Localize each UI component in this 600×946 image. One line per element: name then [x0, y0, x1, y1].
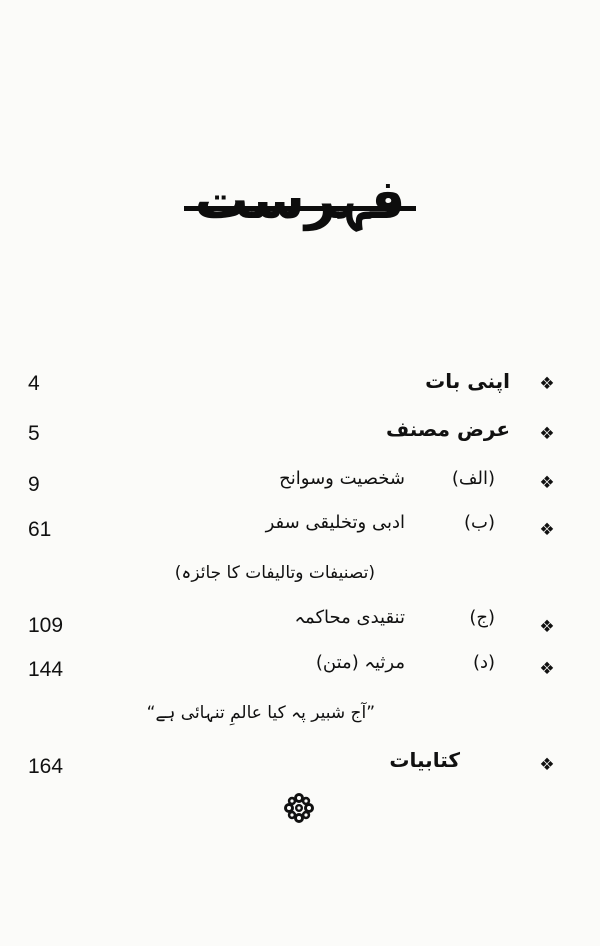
toc-entry-subtitle: ”آج شبیر پہ کیا عالمِ تنہائی ہے“	[146, 703, 375, 723]
title-underline	[184, 206, 416, 211]
toc-entry-label: شخصیت وسوانح	[279, 468, 405, 489]
rosette-ornament-icon	[282, 791, 316, 825]
toc-entry-marker: (الف)	[451, 468, 495, 489]
toc-entry-label: اپنی بات	[425, 369, 510, 393]
diamond-bullet-icon: ❖	[539, 424, 555, 444]
toc-entry-label: کتابیات	[389, 748, 460, 772]
diamond-bullet-icon: ❖	[539, 473, 555, 493]
toc-entry-label: عرض مصنف	[385, 417, 510, 441]
toc-page-number: 9	[28, 473, 40, 496]
toc-page-number: 164	[28, 755, 64, 778]
toc-page-number: 5	[28, 422, 40, 445]
toc-page-number: 4	[28, 372, 40, 395]
toc-entry-marker: (ج)	[469, 607, 495, 628]
toc-entry-label: ادبی وتخلیقی سفر	[265, 512, 405, 533]
toc-page-number: 109	[28, 614, 64, 637]
diamond-bullet-icon: ❖	[539, 374, 555, 394]
toc-page-number: 144	[28, 658, 64, 681]
toc-entry-marker: (د)	[472, 652, 495, 673]
toc-entry-marker: (ب)	[464, 512, 495, 533]
diamond-bullet-icon: ❖	[539, 755, 555, 775]
toc-page-number: 61	[28, 518, 52, 541]
toc-entry-label: مرثیہ (متن)	[315, 652, 405, 673]
toc-entry-subtitle: (تصنیفات وتالیفات کا جائزہ)	[174, 563, 375, 583]
page-title: فہرست	[194, 168, 406, 231]
diamond-bullet-icon: ❖	[539, 659, 555, 679]
diamond-bullet-icon: ❖	[539, 520, 555, 540]
toc-entry-label: تنقیدی محاکمہ	[294, 607, 405, 628]
diamond-bullet-icon: ❖	[539, 617, 555, 637]
